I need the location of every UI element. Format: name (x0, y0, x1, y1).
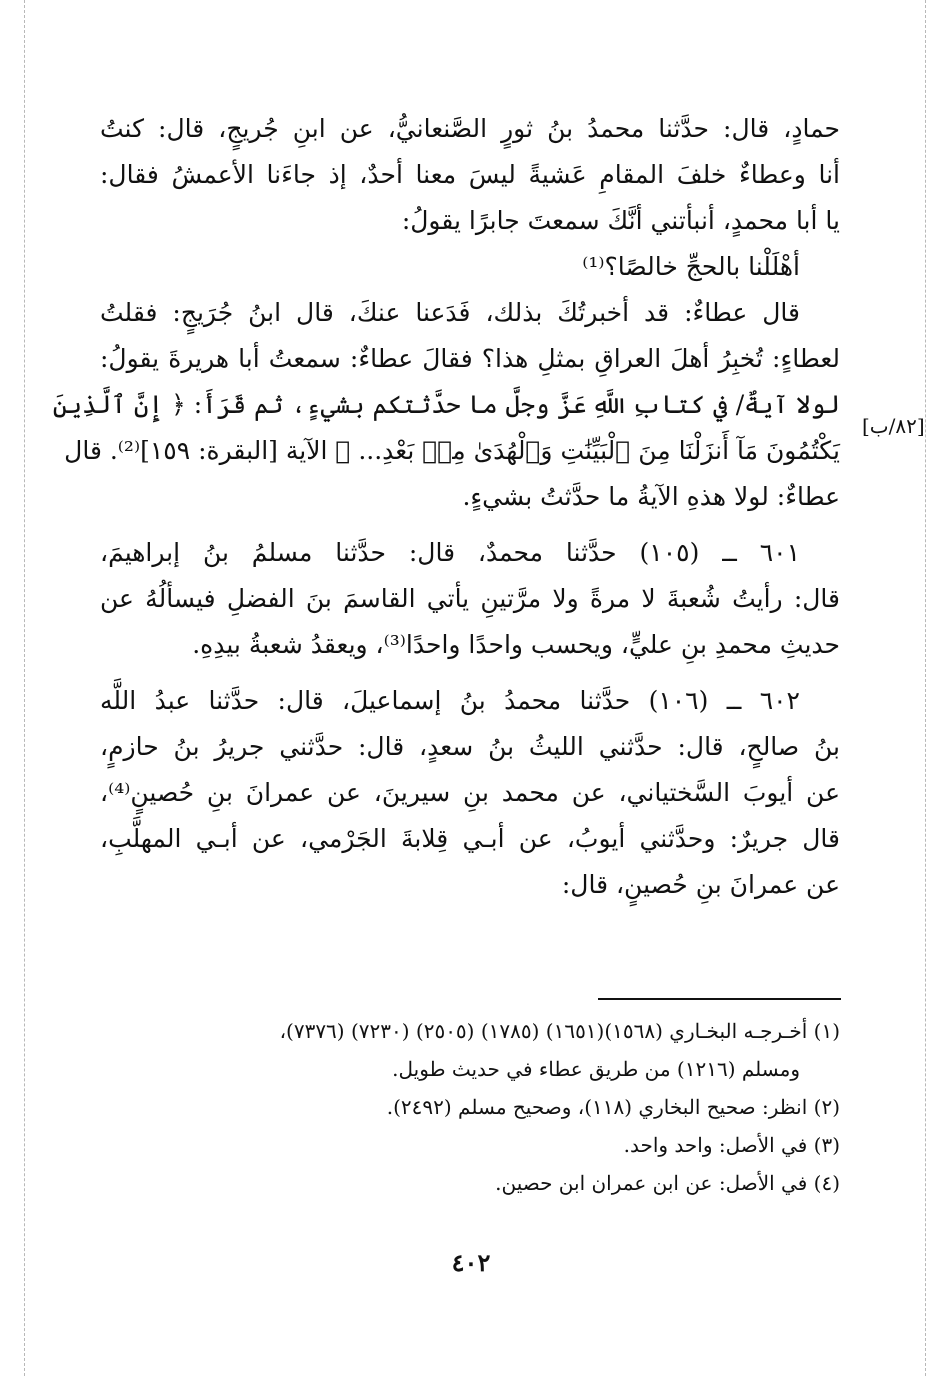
text-line: بنُ صالحٍ، قال: حدَّثني الليثُ بنُ سعدٍ، قال: حدَّثني جريرُ بنُ حازمٍ، (100, 732, 840, 761)
hadith-601-heading: ٦٠١ ــ (١٠٥) حدَّثنا محمدٌ، قال: حدَّثنا مسلمُ بنُ إبراهيمَ، (100, 538, 801, 567)
text-line: لولا آيةٌ/ في كتابِ اللَّهِ عَزَّ وجلَّ ما حدَّثتكم بشيءٍ، ثم قَرَأَ: ﴿ إِنَّ ٱلَّذِينَ (52, 390, 840, 419)
footnote-1: (١) أخـرجـه البخـاري (١٥٦٨)(١٦٥١) (١٧٨٥) (٢٥٠٥) (٧٢٣٠) (٧٣٧٦)، (279, 1019, 840, 1043)
text-line: عطاءٌ: لولا هذهِ الآيةُ ما حدَّثتُ بشيءٍ. (462, 482, 840, 511)
footnote-2: (٢) انظر: صحيح البخاري (١١٨)، وصحيح مسلم (٢٤٩٢). (386, 1095, 840, 1119)
footnote-1-continuation: ومسلم (١٢١٦) من طريق عطاء في حديث طويل. (392, 1057, 800, 1081)
text-line: أنا وعطاءٌ خلفَ المقامِ عَشيةً ليسَ معنا أحدٌ، إذ جاءَنا الأعمشُ فقال: (100, 160, 840, 189)
footnote-separator (598, 998, 841, 1000)
page-number: ٤٠٢ (451, 1248, 491, 1277)
text-line: حديثِ محمدِ بنِ عليٍّ، ويحسب واحدًا واحدًا⁽³⁾، ويعقدُ شعبةُ بيدِهِ. (192, 630, 840, 659)
text-line: قال عطاءٌ: قد أخبرتُكَ بذلك، فَدَعنا عنكَ، قال ابنُ جُرَيجٍ: فقلتُ (100, 298, 800, 327)
hadith-602-heading: ٦٠٢ ــ (١٠٦) حدَّثنا محمدُ بنُ إسماعيلَ، قال: حدَّثنا عبدُ اللَّه (100, 686, 800, 715)
footnote-3: (٣) في الأصل: واحد واحد. (623, 1133, 840, 1157)
text-line: عن أيوبَ السَّختياني، عن محمد بنِ سيرينَ، عن عمرانَ بنِ حُصينٍ⁽⁴⁾، (100, 778, 840, 807)
manuscript-folio-marker: [٨٢/ب] (862, 414, 925, 438)
main-text (52, 106, 840, 908)
left-crop-guide (24, 0, 25, 1376)
text-line: قال جريرٌ: وحدَّثني أيوبُ، عن أبـي قِلابةَ الجَرْمي، عن أبـي المهلَّبِ، (100, 824, 840, 853)
text-line: قال: رأيتُ شُعبةَ لا مرةً ولا مرَّتينِ يأتي القاسمَ بنَ الفضلِ فيسألُهُ عن (100, 584, 840, 613)
footnote-4: (٤) في الأصل: عن ابن عمران ابن حصين. (495, 1171, 840, 1195)
quran-verse-line: يَكْتُمُونَ مَآ أَنزَلْنَا مِنَ ٱلْبَيِّنَٰتِ وَٱلْهُدَىٰ مِنۢ بَعْدِ... ﴾ الآية [البقرة: ١٥٩]⁽²⁾. قال (64, 436, 840, 465)
right-crop-guide (925, 0, 926, 1376)
footnotes (100, 1012, 840, 1202)
text-line: يا أبا محمدٍ، أنبأتني أنَّكَ سمعتَ جابرًا يقولُ: (401, 206, 840, 235)
text-line: لعطاءٍ: تُخبِرُ أهلَ العراقِ بمثلِ هذا؟ فقالَ عطاءٌ: سمعتُ أبا هريرةَ يقولُ: (100, 344, 840, 373)
text-line: حمادٍ، قال: حدَّثنا محمدُ بنُ ثورٍ الصَّنعانيُّ، عن ابنِ جُريجٍ، قال: كنتُ (100, 114, 840, 143)
text-line: عن عمرانَ بنِ حُصينٍ، قال: (561, 870, 840, 899)
quoted-line: أهْلَلْنا بالحجِّ خالصًا؟⁽¹⁾ (582, 252, 800, 281)
